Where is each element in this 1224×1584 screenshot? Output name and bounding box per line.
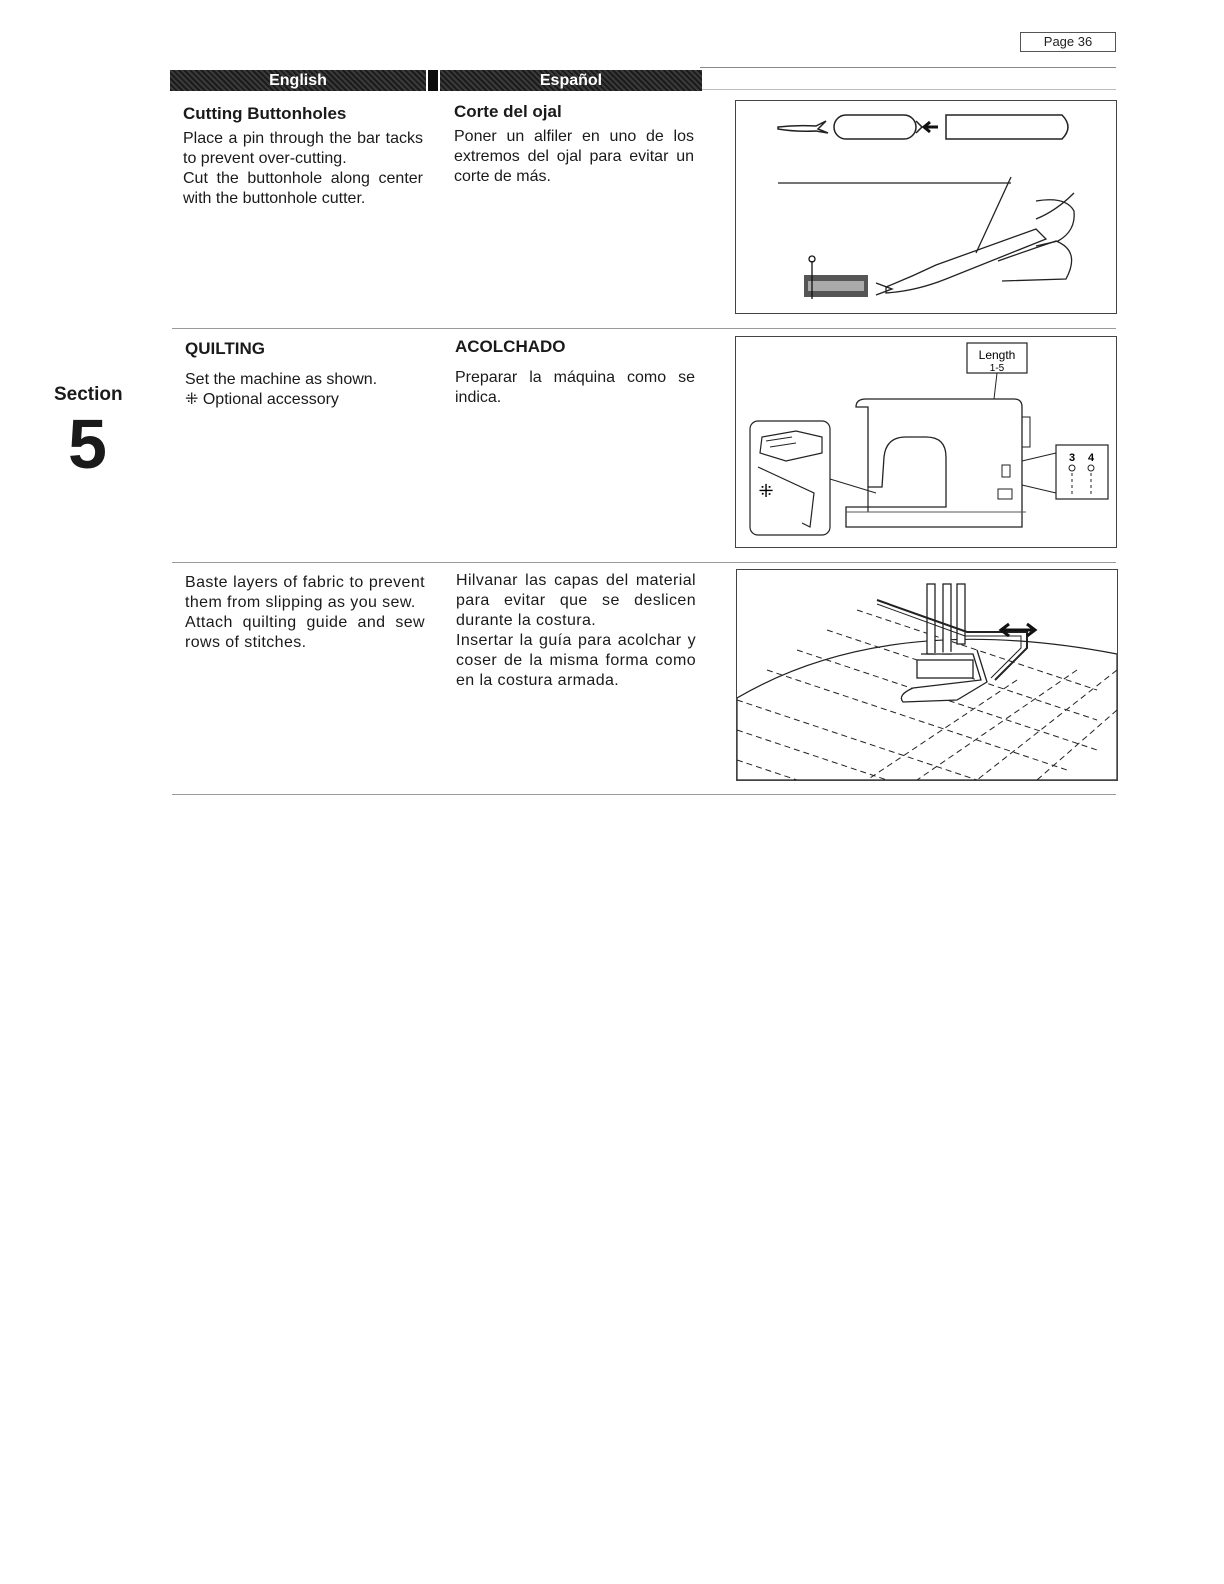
- quilting-accessory-text: Optional accessory: [202, 391, 339, 408]
- quilting-text-en: Set the machine as shown.: [185, 371, 378, 388]
- cutting-text-en-2: Cut the buttonhole along center with the buttonhole cutter.: [183, 170, 423, 207]
- buttonhole-cutter-illustration: [736, 101, 1116, 313]
- accessory-asterisk-icon: ⁜: [758, 481, 774, 501]
- header-rule-lower: [700, 89, 1116, 90]
- quilting-machine-figure: [735, 336, 1117, 548]
- baste-text-es-2: Insertar la guía para acolchar y coser de la misma forma como en la costura armada.: [456, 632, 696, 689]
- cutting-heading-es: Corte del ojal: [454, 102, 562, 121]
- quilting-heading-es: ACOLCHADO: [455, 337, 566, 356]
- length-label: Length: [978, 348, 1016, 362]
- column-header-english: English: [170, 70, 426, 91]
- block-divider-2: [172, 562, 1116, 563]
- section-number: 5: [68, 405, 107, 483]
- cutting-text-en-1: Place a pin through the bar tacks to prevent over-cutting.: [183, 130, 423, 167]
- dial-value-3: 3: [1068, 452, 1076, 464]
- baste-text-en-2: Attach quilting guide and sew rows of stitches.: [185, 614, 425, 651]
- header-rule: [700, 67, 1116, 68]
- cutting-text-es: Poner un alfiler en uno de los extremos del ojal para evitar un corte de más.: [454, 128, 694, 185]
- quilting-heading-en: QUILTING: [185, 339, 265, 358]
- column-header-divider: [428, 70, 438, 91]
- dial-value-4: 4: [1087, 452, 1095, 464]
- quilting-guide-figure: [736, 569, 1118, 781]
- section-label: Section: [54, 384, 123, 405]
- cutting-heading-en: Cutting Buttonholes: [183, 104, 347, 123]
- buttonhole-cutter-figure: [735, 100, 1117, 314]
- page-number: Page 36: [1020, 32, 1116, 52]
- block-divider-3: [172, 794, 1116, 795]
- length-value: 1-5: [989, 363, 1005, 374]
- quilting-text-es: Preparar la máquina como se indica.: [455, 369, 695, 406]
- sewing-machine-illustration: [736, 337, 1116, 547]
- block-divider-1: [172, 328, 1116, 329]
- baste-text-es: [456, 571, 696, 691]
- baste-text-es-1: Hilvanar las capas del material para evitar que se deslicen durante la costura.: [456, 572, 696, 629]
- cutting-text-en: [183, 129, 423, 209]
- asterisk-icon: ⁜: [185, 391, 199, 408]
- quilting-accessory-note: [185, 390, 425, 410]
- column-header-spanish: Español: [440, 70, 702, 91]
- quilting-guide-illustration: [737, 570, 1117, 780]
- baste-text-en: [185, 573, 425, 653]
- baste-text-en-1: Baste layers of fabric to prevent them from slipping as you sew.: [185, 574, 425, 611]
